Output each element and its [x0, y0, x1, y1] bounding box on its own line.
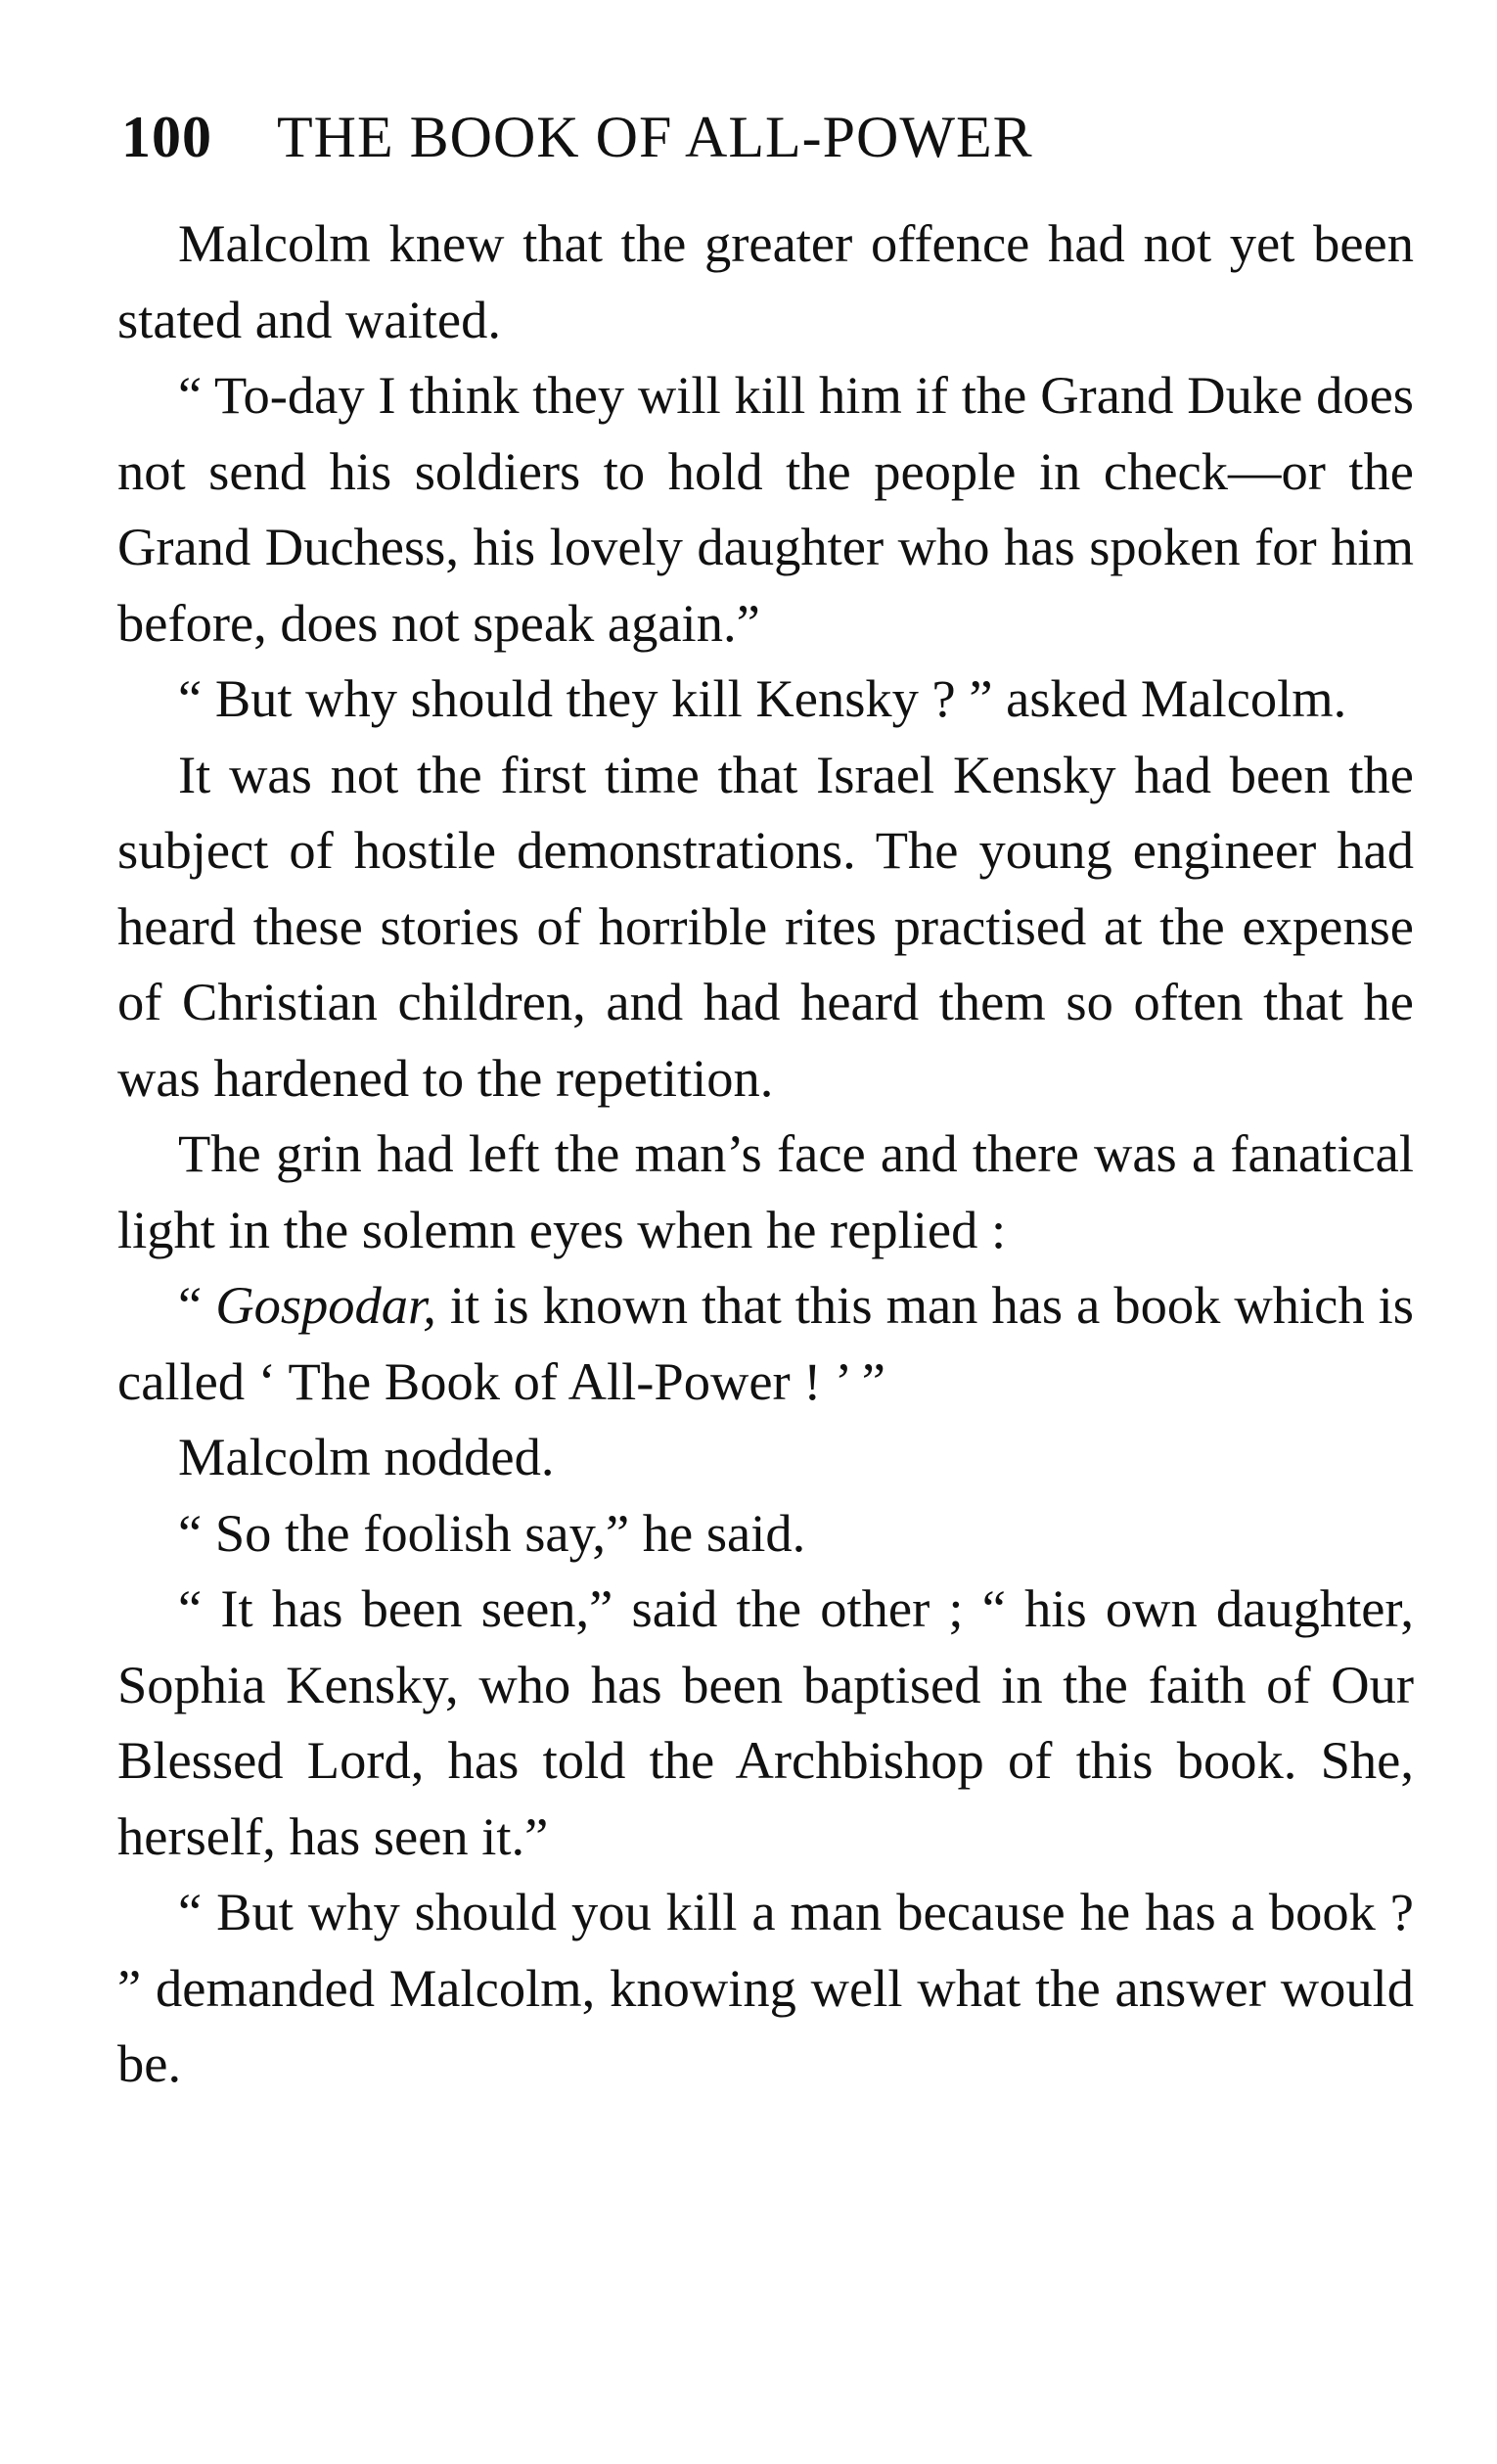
paragraph-8: “ So the foolish say,” he said. [178, 1502, 806, 1563]
body-text [117, 205, 1414, 2102]
paragraph-6-italic-word: Gospodar, [215, 1275, 436, 1335]
paragraph-4: It was not the first time that Israel Kensky had been the subject of hostile demonstrations. The young engineer had heard these stories of horrible rites practised at the expense of Christian children, and had heard them so often that he was hardened to the repetition. [117, 744, 1414, 1108]
running-header [121, 98, 1033, 176]
paragraph-2: “ To-day I think they will kill him if the Grand Duke does not send his soldiers to hold the people in check—or the Grand Duchess, his lovely daughter who has spoken for him before, does not speak again.” [117, 365, 1414, 653]
paragraph-10: “ But why should you kill a man because he has a book ? ” demanded Malcolm, knowing well what the answer would be. [117, 1882, 1414, 2093]
paragraph-7: Malcolm nodded. [178, 1427, 555, 1486]
paragraph-6-open-quote: “ [178, 1275, 216, 1335]
paragraph-1: Malcolm knew that the greater offence had not yet been stated and waited. [117, 213, 1414, 349]
page-number: 100 [121, 105, 212, 169]
running-title: THE BOOK OF ALL-POWER [277, 105, 1033, 169]
paragraph-9: “ It has been seen,” said the other ; “ his own daughter, Sophia Kensky, who has been baptised in the faith of Our Blessed Lord, has told the Archbishop of this book. She, herself, has seen it.” [117, 1578, 1414, 1866]
paragraph-3: “ But why should they kill Kensky ? ” asked Malcolm. [178, 668, 1347, 728]
paragraph-6 [117, 1267, 1414, 1419]
paragraph-5: The grin had left the man’s face and there was a fanatical light in the solemn eyes when he replied : [117, 1123, 1414, 1259]
paragraph-6-rest: it is known that this man has a book which is called ‘ The Book of All-Power ! ’ ” [117, 1275, 1414, 1411]
